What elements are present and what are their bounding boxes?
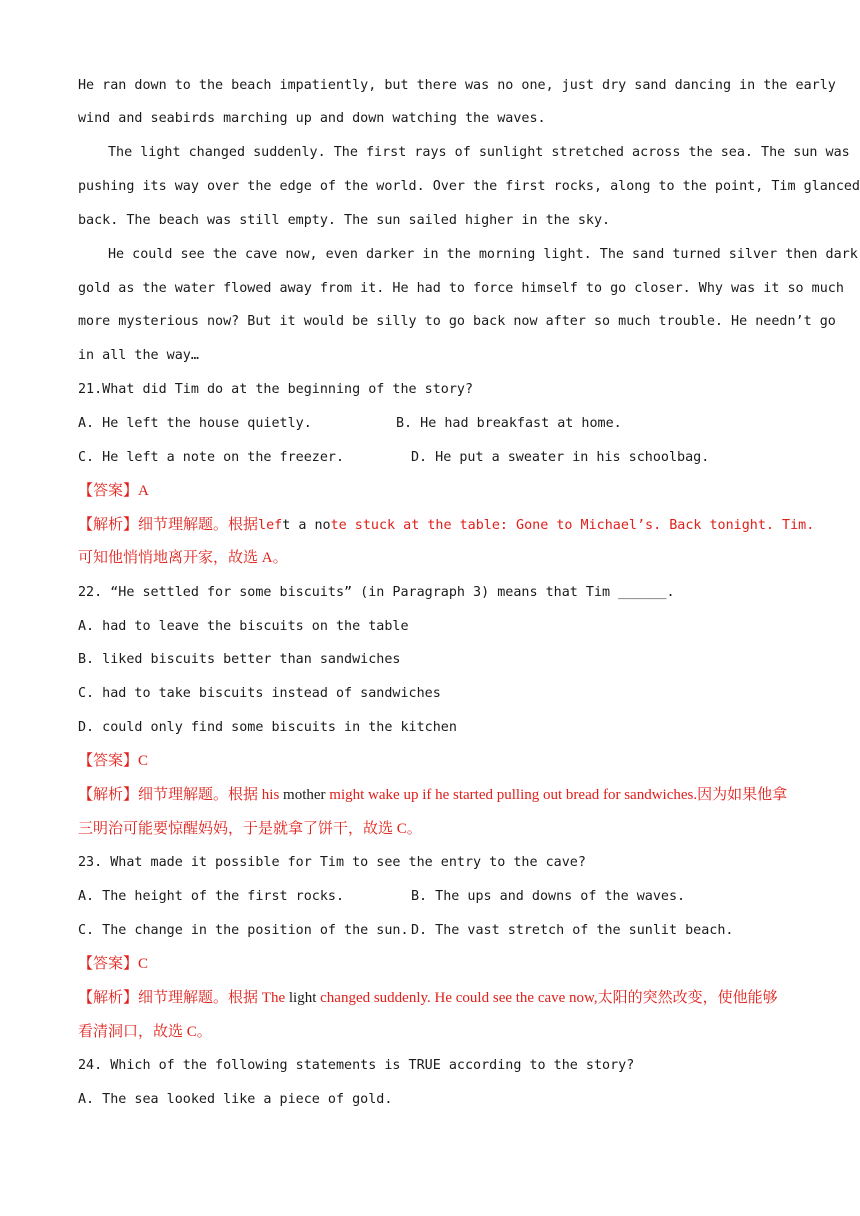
passage-line: pushing its way over the edge of the world. Over the first rocks, along to the point, Tim glanced <box>78 179 860 194</box>
q21-option-a: A. He left the house quietly. <box>78 416 312 431</box>
q22-option-d: D. could only find some biscuits in the kitchen <box>78 720 457 735</box>
q22-option-c: C. had to take biscuits instead of sandwiches <box>78 686 441 701</box>
q22-analysis: 【解析】细节理解题。根据 his mother might wake up if he started pulling out bread for sandwiches.因为如果他拿 <box>78 787 788 803</box>
q22-option-a: A. had to leave the biscuits on the table <box>78 619 409 634</box>
q21-analysis-cont: 可知他悄悄地离开家，故选 A。 <box>78 550 288 566</box>
passage-line: He could see the cave now, even darker in the morning light. The sand turned silver then dark <box>108 247 858 262</box>
q23-option-d: D. The vast stretch of the sunlit beach. <box>411 923 734 938</box>
passage-line: The light changed suddenly. The first rays of sunlight stretched across the sea. The sun was <box>108 145 850 160</box>
q21-option-c: C. He left a note on the freezer. <box>78 450 345 465</box>
passage-line: more mysterious now? But it would be silly to go back now after so much trouble. He needn’t go <box>78 314 836 329</box>
q23-analysis: 【解析】细节理解题。根据 The light changed suddenly. He could see the cave now,太阳的突然改变，使他能够 <box>78 990 778 1006</box>
passage-line: in all the way… <box>78 348 199 363</box>
question-21: 21.What did Tim do at the beginning of the story? <box>78 382 474 397</box>
q23-option-a: A. The height of the first rocks. <box>78 889 345 904</box>
q21-options-row2 <box>78 448 782 468</box>
q24-option-a: A. The sea looked like a piece of gold. <box>78 1092 393 1107</box>
question-22: 22. “He settled for some biscuits” (in Paragraph 3) means that Tim ______. <box>78 585 675 600</box>
q21-options-row1 <box>78 414 782 434</box>
q21-answer: 【答案】A <box>78 483 149 499</box>
analysis-tag: 【解析】 <box>78 787 139 803</box>
q23-options-row1 <box>78 887 782 907</box>
q21-option-b: B. He had breakfast at home. <box>396 416 622 431</box>
analysis-tag: 【解析】 <box>78 517 139 533</box>
q22-analysis-cont: 三明治可能要惊醒妈妈，于是就拿了饼干，故选 C。 <box>78 821 422 837</box>
question-23: 23. What made it possible for Tim to see the entry to the cave? <box>78 855 586 870</box>
q23-options-row2 <box>78 921 782 941</box>
q23-option-c: C. The change in the position of the sun. <box>78 923 409 938</box>
q21-analysis: 【解析】细节理解题。根据left a note stuck at the table: Gone to Michael’s. Back tonight. Tim. <box>78 517 815 533</box>
passage-line: He ran down to the beach impatiently, but there was no one, just dry sand dancing in the early <box>78 78 836 93</box>
analysis-tag: 【解析】 <box>78 990 139 1006</box>
q21-option-d: D. He put a sweater in his schoolbag. <box>411 450 710 465</box>
q22-option-b: B. liked biscuits better than sandwiches <box>78 652 401 667</box>
q23-option-b: B. The ups and downs of the waves. <box>411 889 686 904</box>
q23-answer: 【答案】C <box>78 956 149 972</box>
passage-line: back. The beach was still empty. The sun sailed higher in the sky. <box>78 213 611 228</box>
question-24: 24. Which of the following statements is TRUE according to the story? <box>78 1058 635 1073</box>
q22-answer: 【答案】C <box>78 753 149 769</box>
passage-line: gold as the water flowed away from it. He had to force himself to go closer. Why was it so much <box>78 281 844 296</box>
q23-analysis-cont: 看清洞口，故选 C。 <box>78 1024 212 1040</box>
passage-line: wind and seabirds marching up and down watching the waves. <box>78 111 546 126</box>
